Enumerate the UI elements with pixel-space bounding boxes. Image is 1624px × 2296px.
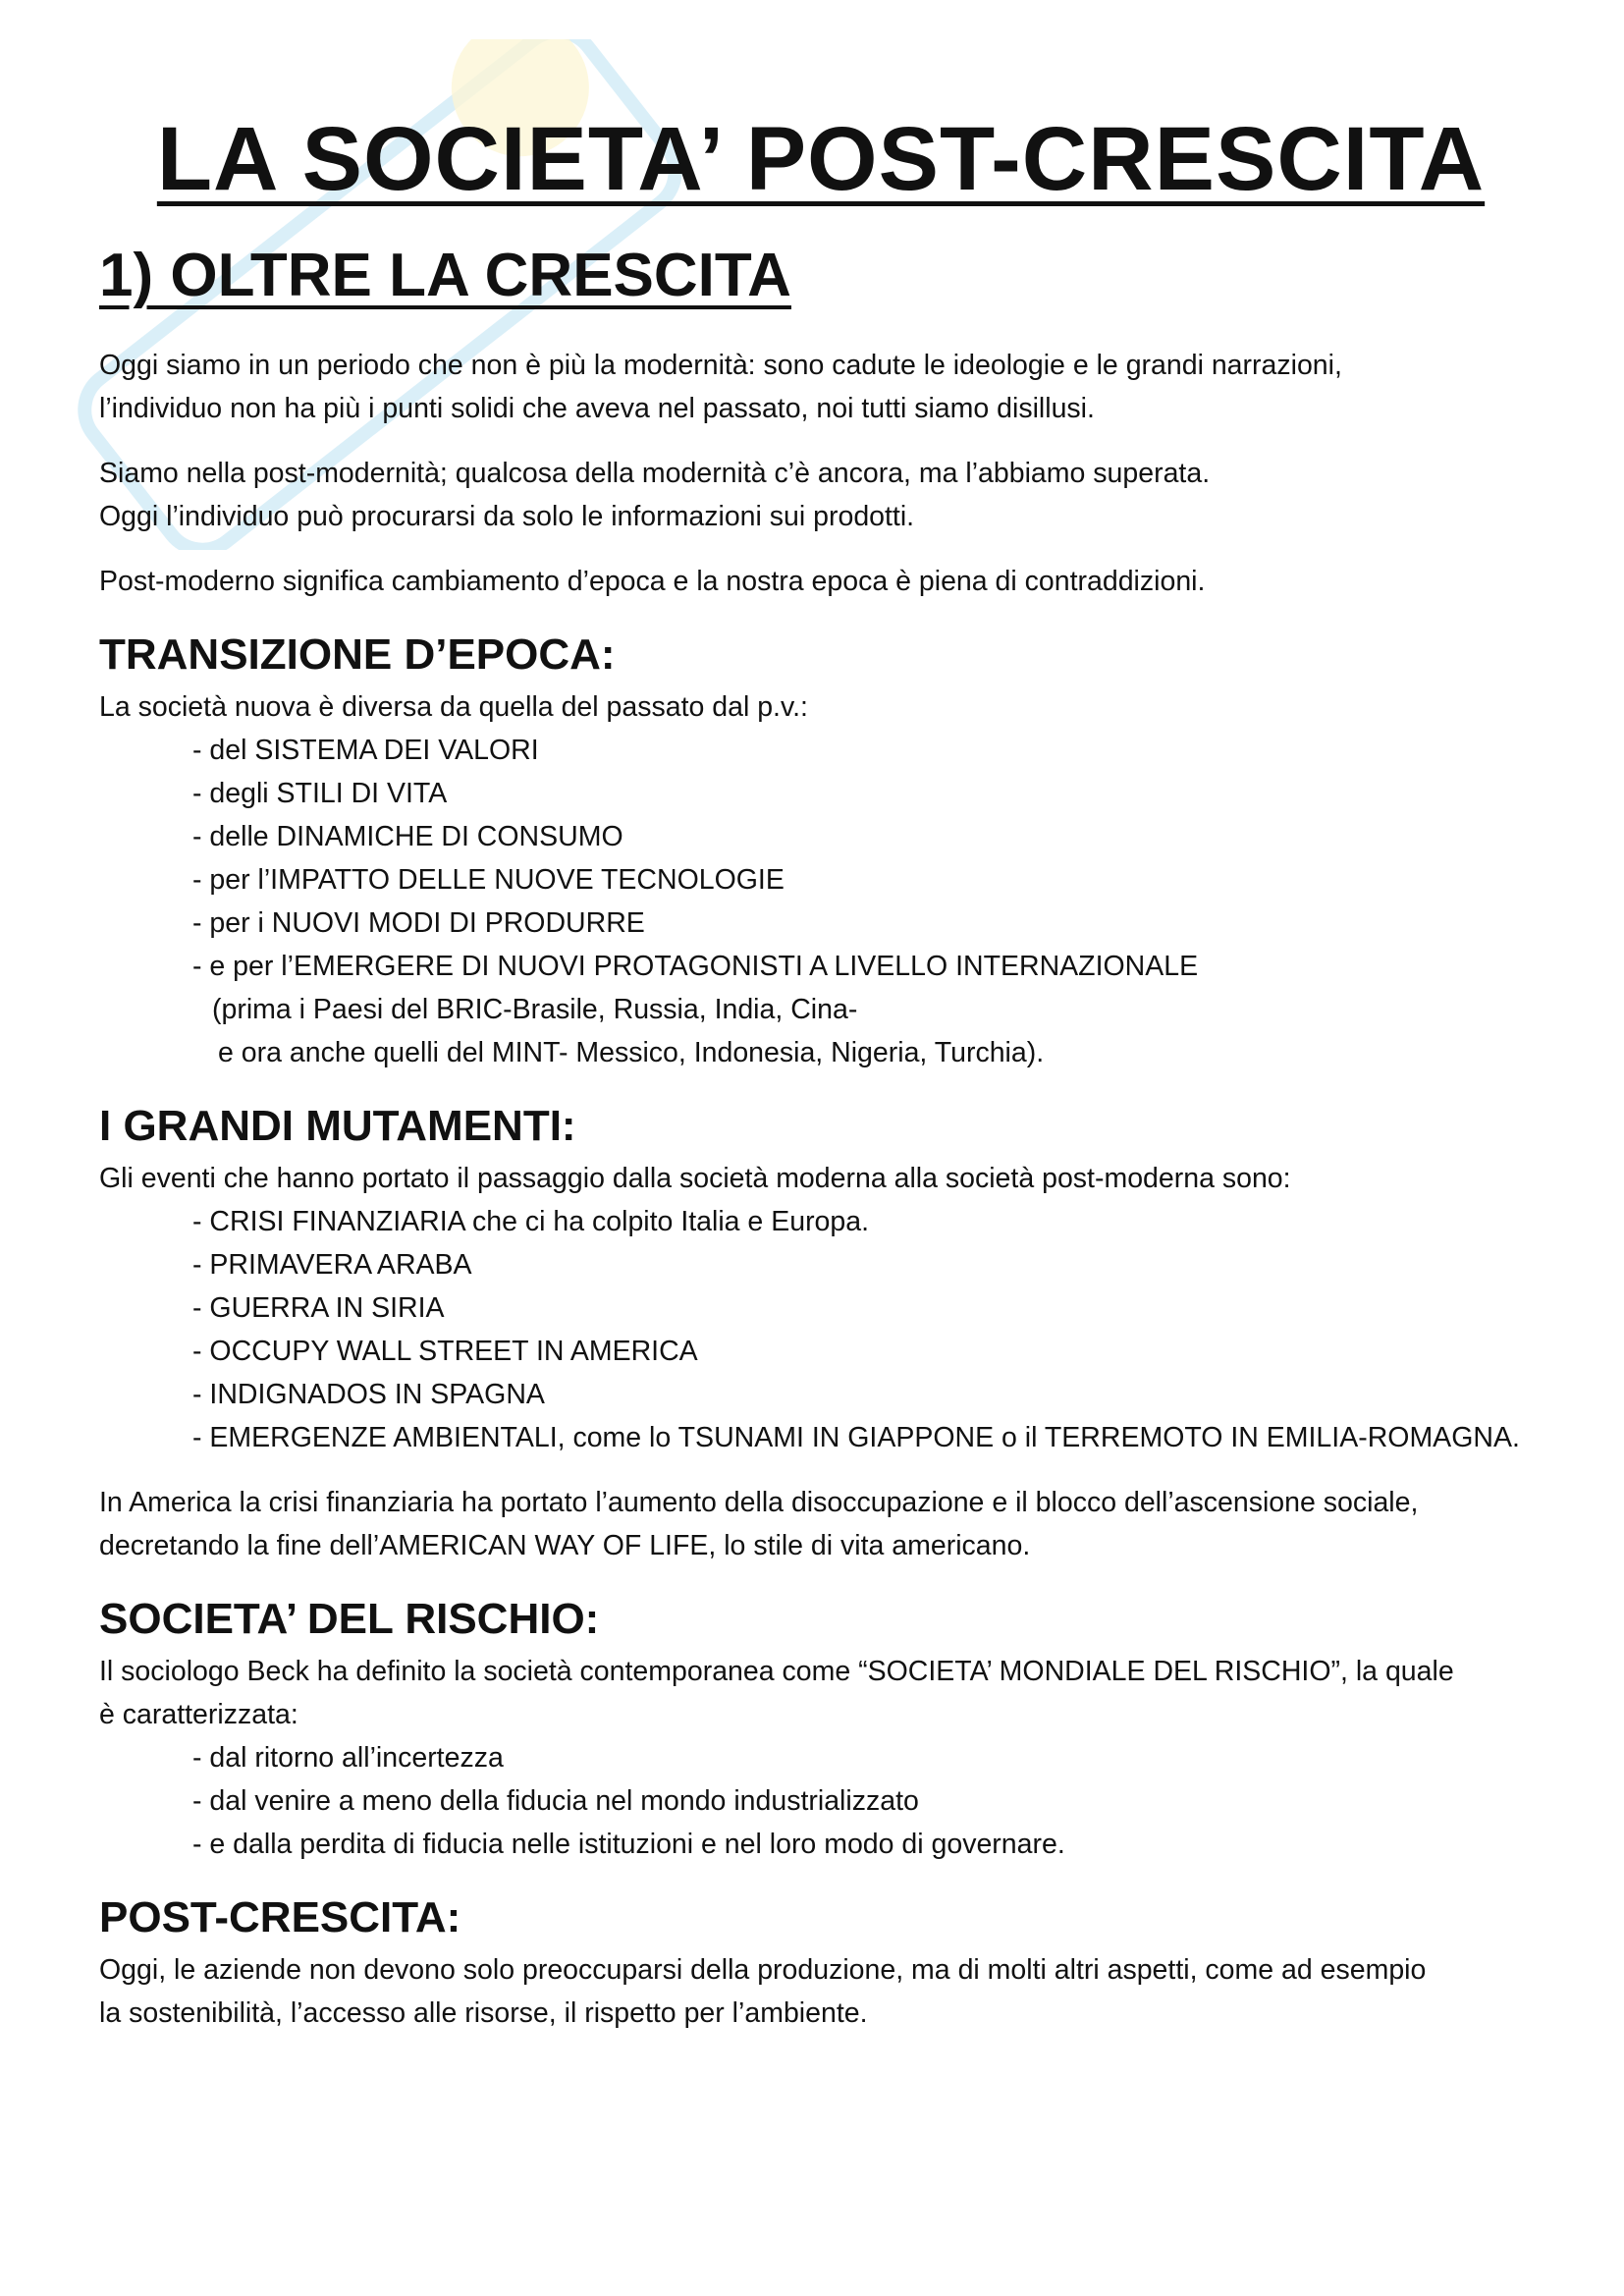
- list-item: - EMERGENZE AMBIENTALI, come lo TSUNAMI IN GIAPPONE o il TERREMOTO IN EMILIA-ROMAGNA.: [192, 1422, 1520, 1453]
- text-line: decretando la fine dell’AMERICAN WAY OF LIFE, lo stile di vita americano.: [99, 1530, 1031, 1561]
- text-line: è caratterizzata:: [99, 1699, 298, 1730]
- paragraph-post-moderno: Post-moderno significa cambiamento d’epoca e la nostra epoca è piena di contraddizioni.: [99, 566, 1206, 597]
- mutamenti-intro: Gli eventi che hanno portato il passaggio dalla società moderna alla società post-moderna sono:: [99, 1163, 1291, 1194]
- list-item: - per i NUOVI MODI DI PRODURRE: [192, 907, 645, 939]
- text-line: In America la crisi finanziaria ha portato l’aumento della disoccupazione e il blocco dell’ascensione sociale,: [99, 1487, 1419, 1518]
- list-item: - dal ritorno all’incertezza: [192, 1742, 504, 1774]
- list-item: - PRIMAVERA ARABA: [192, 1249, 472, 1281]
- heading-transizione-epoca: TRANSIZIONE D’EPOCA:: [99, 630, 616, 679]
- text-line: Oggi l’individuo può procurarsi da solo le informazioni sui prodotti.: [99, 501, 915, 532]
- paragraph-modernita: [99, 344, 1543, 430]
- rischio-list: [192, 1736, 1543, 1866]
- list-item: - del SISTEMA DEI VALORI: [192, 735, 539, 766]
- transizione-list: [192, 729, 1543, 1074]
- rischio-intro: [99, 1650, 1543, 1736]
- list-item: - per l’IMPATTO DELLE NUOVE TECNOLOGIE: [192, 864, 785, 896]
- heading-grandi-mutamenti: I GRANDI MUTAMENTI:: [99, 1102, 576, 1150]
- text-line: l’individuo non ha più i punti solidi che aveva nel passato, noi tutti siamo disillusi.: [99, 393, 1095, 424]
- list-item: - degli STILI DI VITA: [192, 778, 448, 809]
- paragraph-america: [99, 1481, 1543, 1567]
- text-line: Siamo nella post-modernità; qualcosa della modernità c’è ancora, ma l’abbiamo superata.: [99, 458, 1211, 489]
- list-item-continuation: (prima i Paesi del BRIC-Brasile, Russia, India, Cina-: [212, 994, 858, 1025]
- document-title: LA SOCIETA’ POST-CRESCITA: [156, 109, 1486, 209]
- heading-post-crescita: POST-CRESCITA:: [99, 1893, 461, 1941]
- heading-societa-rischio: SOCIETA’ DEL RISCHIO:: [99, 1595, 600, 1643]
- text-line: Il sociologo Beck ha definito la società contemporanea come “SOCIETA’ MONDIALE DEL RISCHIO”, la quale: [99, 1656, 1454, 1687]
- text-line: Oggi siamo in un periodo che non è più la modernità: sono cadute le ideologie e le grandi narrazioni,: [99, 350, 1342, 381]
- text-line: la sostenibilità, l’accesso alle risorse, il rispetto per l’ambiente.: [99, 1997, 868, 2029]
- list-item: - GUERRA IN SIRIA: [192, 1292, 445, 1324]
- document-page: [99, 108, 1543, 2056]
- text-line: Oggi, le aziende non devono solo preoccuparsi della produzione, ma di molti altri aspetti, come ad esempio: [99, 1954, 1427, 1986]
- list-item: - INDIGNADOS IN SPAGNA: [192, 1379, 545, 1410]
- transizione-intro: La società nuova è diversa da quella del passato dal p.v.:: [99, 691, 808, 723]
- mutamenti-list: [192, 1200, 1543, 1459]
- list-item: - OCCUPY WALL STREET IN AMERICA: [192, 1336, 698, 1367]
- section-heading-oltre-la-crescita: 1) OLTRE LA CRESCITA: [99, 242, 791, 309]
- list-item: - delle DINAMICHE DI CONSUMO: [192, 821, 623, 852]
- list-item: - CRISI FINANZIARIA che ci ha colpito Italia e Europa.: [192, 1206, 870, 1237]
- paragraph-post-modernita: [99, 452, 1543, 538]
- list-item: - dal venire a meno della fiducia nel mondo industrializzato: [192, 1785, 919, 1817]
- list-item: - e per l’EMERGERE DI NUOVI PROTAGONISTI A LIVELLO INTERNAZIONALE: [192, 951, 1199, 982]
- paragraph-post-crescita: [99, 1948, 1543, 2035]
- list-item: - e dalla perdita di fiducia nelle istituzioni e nel loro modo di governare.: [192, 1829, 1065, 1860]
- list-item-continuation: e ora anche quelli del MINT- Messico, Indonesia, Nigeria, Turchia).: [218, 1037, 1045, 1068]
